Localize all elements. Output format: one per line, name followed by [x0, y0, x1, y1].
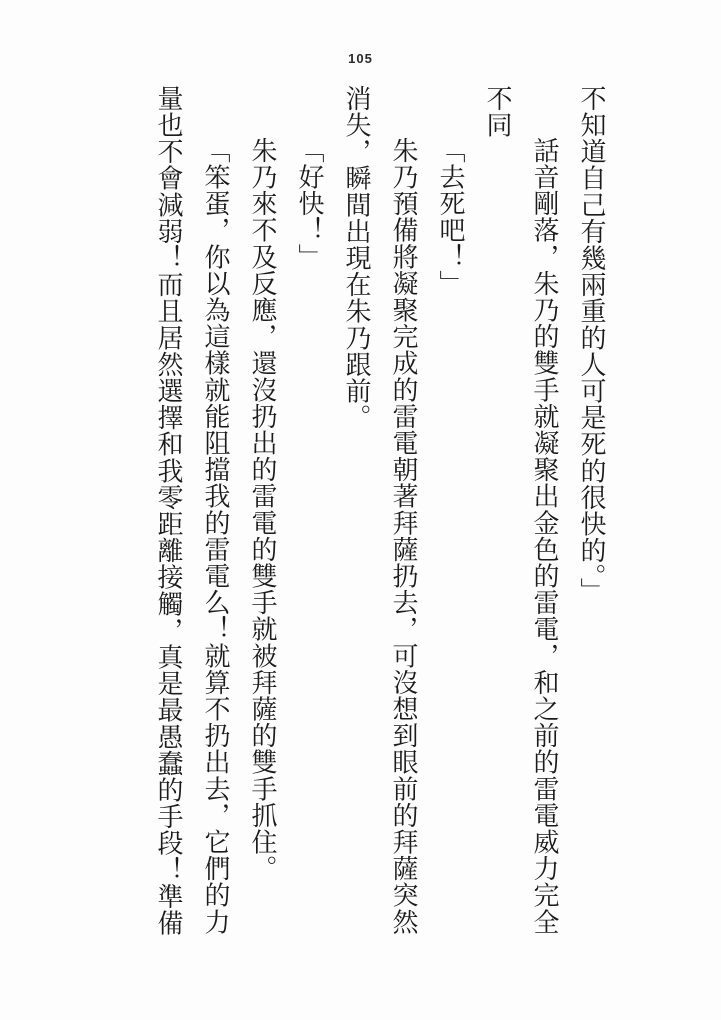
text-column: 不同 [483, 85, 512, 139]
text-column: 「好快！」 [295, 137, 324, 270]
text-column: 朱乃來不及反應，還沒扔出的雷電的雙手就被拜薩的雙手抓住。 [248, 137, 277, 882]
text-column: 量也不會減弱！而且居然選擇和我零距離接觸，真是最愚蠢的手段！準備 [154, 85, 183, 937]
text-column: 「笨蛋，你以為這樣就能阻擋我的雷電么！就算不扔出去，它們的力 [201, 137, 230, 935]
text-column: 不知道自己有幾兩重的人可是死的很快的。」 [577, 85, 606, 604]
text-column: 消失，瞬間出現在朱乃跟前。 [342, 85, 371, 431]
text-column: 話音剛落，朱乃的雙手就凝聚出金色的雷電，和之前的雷電威力完全 [530, 137, 559, 935]
text-column: 朱乃預備將凝聚完成的雷電朝著拜薩扔去，可沒想到眼前的拜薩突然 [389, 137, 418, 935]
vertical-text-block [145, 85, 615, 943]
text-column: 「去死吧！」 [436, 137, 465, 297]
page-number: 105 [348, 51, 373, 66]
